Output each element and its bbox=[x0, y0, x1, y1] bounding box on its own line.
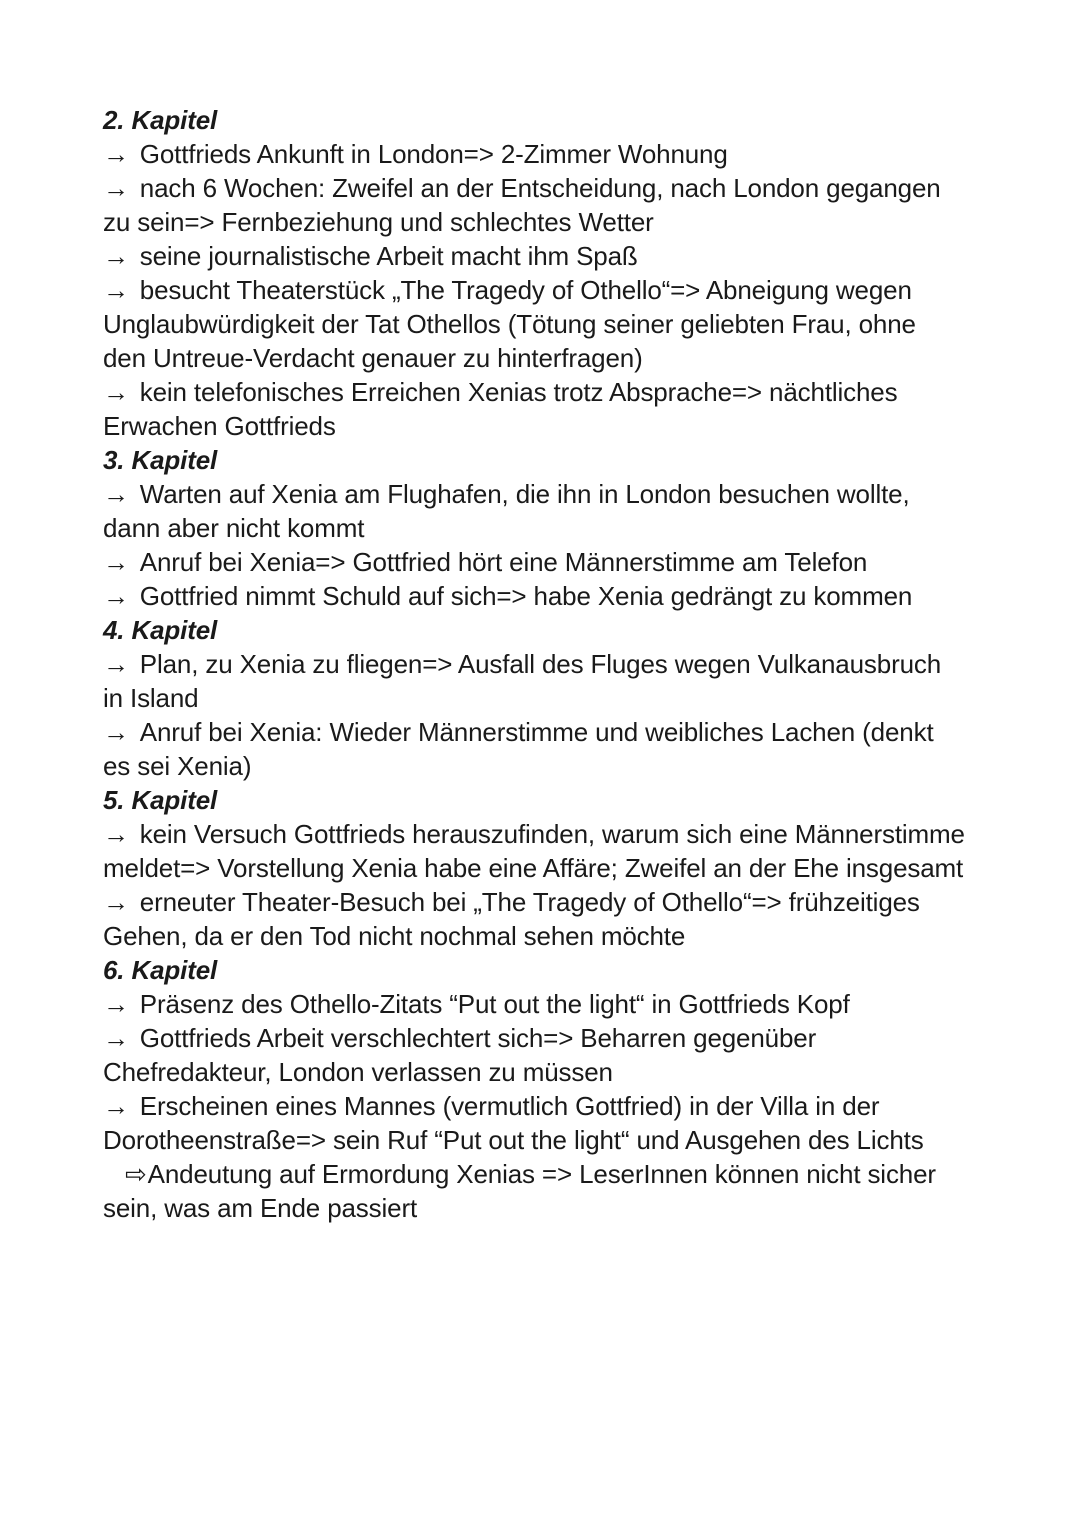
bullet-text: Warten auf Xenia am Flughafen, die ihn in London besuchen wollte, dann aber nicht kommt bbox=[103, 479, 910, 543]
right-arrow-icon: → bbox=[103, 547, 129, 577]
right-arrow-icon: → bbox=[103, 887, 129, 917]
right-arrow-icon: → bbox=[103, 581, 129, 611]
bullet-text: kein telefonisches Erreichen Xenias trotz Absprache=> nächtliches Erwachen Gottfrieds bbox=[103, 377, 898, 441]
bullet-text: erneuter Theater-Besuch bei „The Tragedy of Othello“=> frühzeitiges Gehen, da er den Tod nicht nochmal sehen möchte bbox=[103, 887, 920, 951]
bullet-text: seine journalistische Arbeit macht ihm Spaß bbox=[139, 241, 638, 271]
bullet-item bbox=[103, 171, 965, 239]
right-arrow-icon: → bbox=[103, 275, 129, 305]
chapter-heading: 3. Kapitel bbox=[103, 445, 218, 475]
bullet-item bbox=[103, 1089, 965, 1157]
right-arrow-icon: → bbox=[103, 377, 129, 407]
chapter-section bbox=[103, 443, 965, 613]
hollow-right-arrow-icon: ⇨ bbox=[125, 1159, 147, 1189]
bullet-item bbox=[103, 273, 965, 375]
section-items bbox=[103, 477, 965, 613]
right-arrow-icon: → bbox=[103, 1023, 129, 1053]
bullet-item bbox=[103, 885, 965, 953]
section-items bbox=[103, 987, 965, 1225]
chapter-heading: 4. Kapitel bbox=[103, 615, 218, 645]
bullet-text: besucht Theaterstück „The Tragedy of Othello“=> Abneigung wegen Unglaubwürdigkeit der Tat Othellos (Tötung seiner geliebten Frau, ohne den Untreue-Verdacht genauer zu hinterfragen) bbox=[103, 275, 916, 373]
section-items bbox=[103, 137, 965, 443]
bullet-text: Gottfried nimmt Schuld auf sich=> habe Xenia gedrängt zu kommen bbox=[139, 581, 913, 611]
bullet-text: nach 6 Wochen: Zweifel an der Entscheidung, nach London gegangen zu sein=> Fernbeziehung und schlechtes Wetter bbox=[103, 173, 941, 237]
bullet-text: Gottfrieds Ankunft in London=> 2-Zimmer Wohnung bbox=[139, 139, 728, 169]
chapter-section bbox=[103, 103, 965, 443]
bullet-item bbox=[103, 1157, 965, 1225]
chapter-section bbox=[103, 783, 965, 953]
bullet-text: Anruf bei Xenia: Wieder Männerstimme und weibliches Lachen (denkt es sei Xenia) bbox=[103, 717, 934, 781]
chapter-heading: 2. Kapitel bbox=[103, 105, 218, 135]
bullet-item bbox=[103, 647, 965, 715]
bullet-text: Plan, zu Xenia zu fliegen=> Ausfall des Fluges wegen Vulkanausbruch in Island bbox=[103, 649, 942, 713]
bullet-text: Andeutung auf Ermordung Xenias => LeserInnen können nicht sicher sein, was am Ende passiert bbox=[103, 1159, 936, 1223]
right-arrow-icon: → bbox=[103, 173, 129, 203]
document-body bbox=[103, 103, 965, 1225]
bullet-item bbox=[103, 545, 965, 579]
bullet-item bbox=[103, 477, 965, 545]
section-items bbox=[103, 647, 965, 783]
bullet-item bbox=[103, 715, 965, 783]
chapter-section bbox=[103, 953, 965, 1225]
bullet-text: kein Versuch Gottfrieds herauszufinden, warum sich eine Männerstimme meldet=> Vorstellung Xenia habe eine Affäre; Zweifel an der Ehe insgesamt bbox=[103, 819, 965, 883]
right-arrow-icon: → bbox=[103, 241, 129, 271]
right-arrow-icon: → bbox=[103, 819, 129, 849]
bullet-item bbox=[103, 817, 965, 885]
right-arrow-icon: → bbox=[103, 1091, 129, 1121]
right-arrow-icon: → bbox=[103, 649, 129, 679]
bullet-text: Gottfrieds Arbeit verschlechtert sich=> Beharren gegenüber Chefredakteur, London verlassen zu müssen bbox=[103, 1023, 817, 1087]
chapter-section bbox=[103, 613, 965, 783]
bullet-item bbox=[103, 987, 965, 1021]
chapter-heading: 6. Kapitel bbox=[103, 955, 218, 985]
bullet-item bbox=[103, 239, 965, 273]
bullet-item bbox=[103, 375, 965, 443]
bullet-text: Anruf bei Xenia=> Gottfried hört eine Männerstimme am Telefon bbox=[139, 547, 868, 577]
bullet-text: Erscheinen eines Mannes (vermutlich Gottfried) in der Villa in der Dorotheenstraße=> sein Ruf “Put out the light“ und Ausgehen des Lichts bbox=[103, 1091, 924, 1155]
bullet-item bbox=[103, 579, 965, 613]
bullet-text: Präsenz des Othello-Zitats “Put out the light“ in Gottfrieds Kopf bbox=[139, 989, 850, 1019]
bullet-item bbox=[103, 1021, 965, 1089]
chapter-heading: 5. Kapitel bbox=[103, 785, 218, 815]
bullet-item bbox=[103, 137, 965, 171]
right-arrow-icon: → bbox=[103, 479, 129, 509]
right-arrow-icon: → bbox=[103, 989, 129, 1019]
right-arrow-icon: → bbox=[103, 139, 129, 169]
right-arrow-icon: → bbox=[103, 717, 129, 747]
section-items bbox=[103, 817, 965, 953]
